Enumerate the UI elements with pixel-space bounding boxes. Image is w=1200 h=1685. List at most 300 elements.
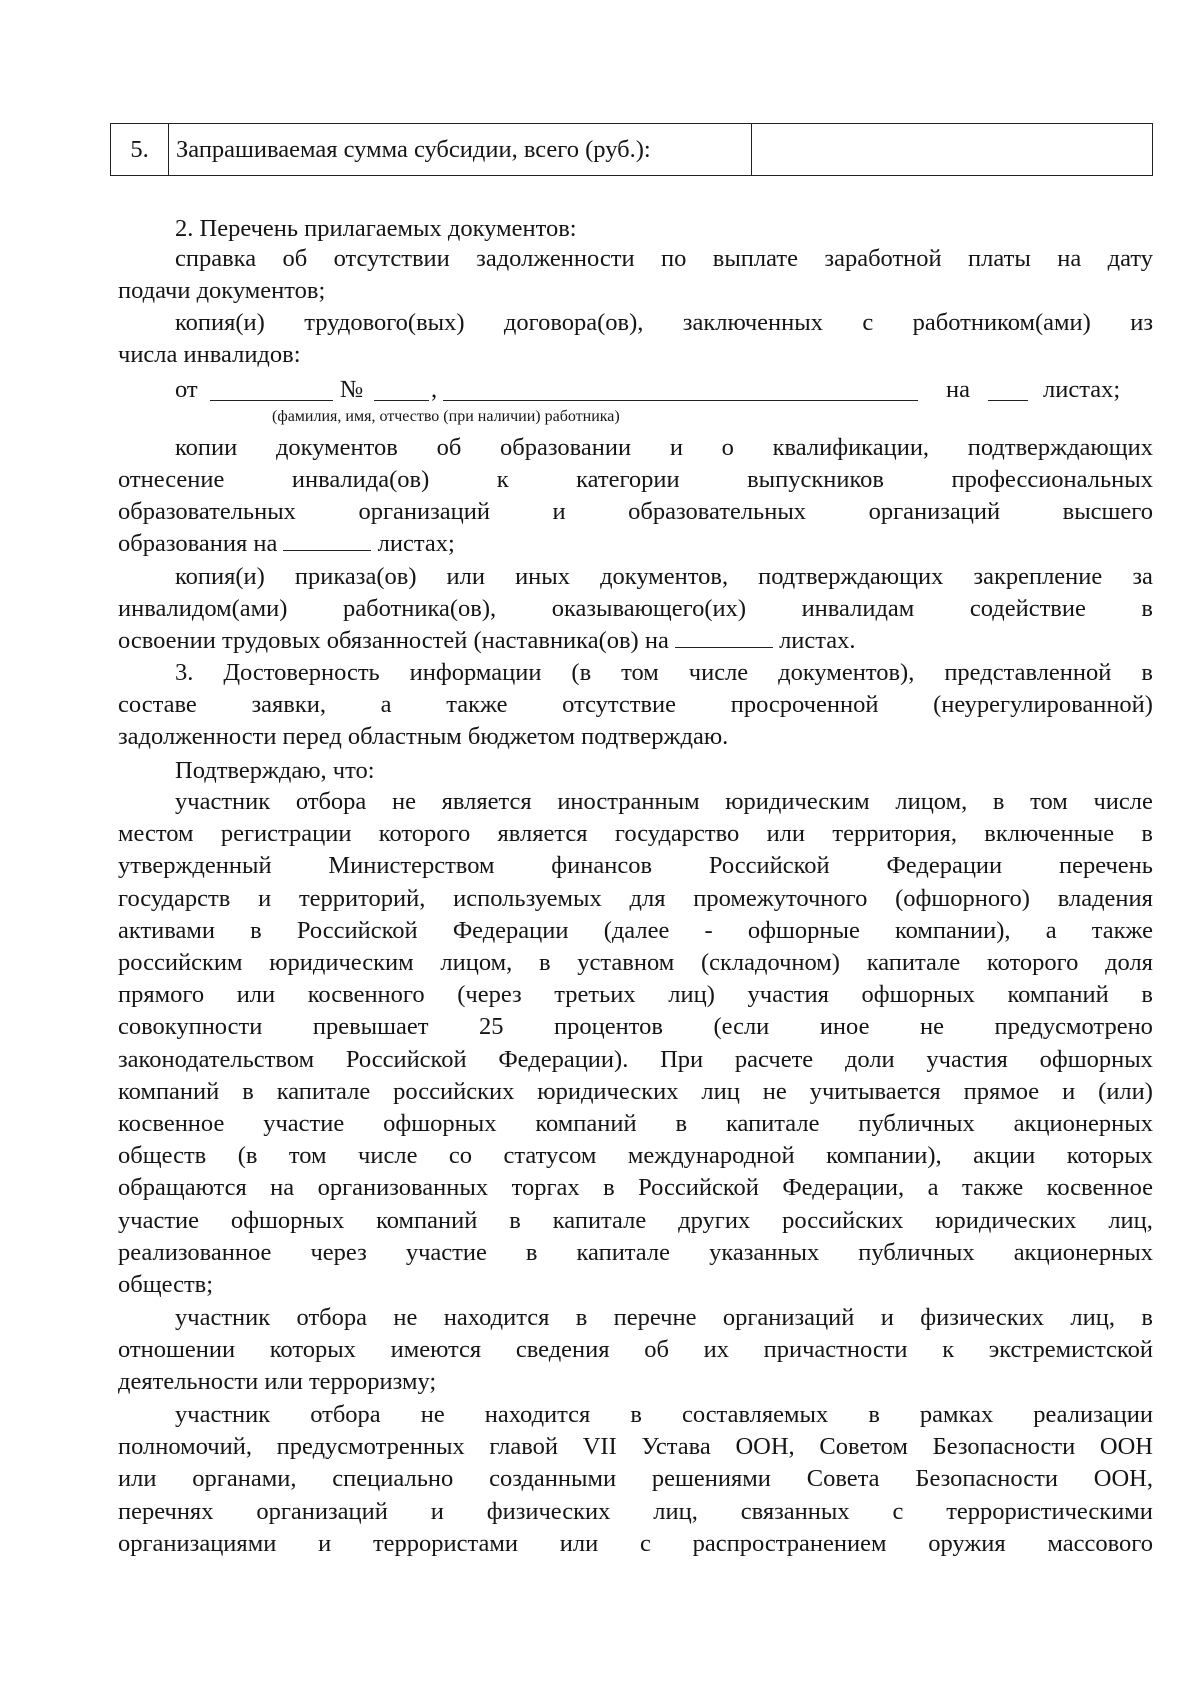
word: обращаются xyxy=(118,1174,247,1202)
word: Федерации xyxy=(886,852,1003,880)
word: владения xyxy=(1057,884,1153,912)
word: иных xyxy=(515,563,570,590)
word: массового xyxy=(1047,1529,1153,1557)
word: копия(и) xyxy=(175,309,265,336)
section-3-line-2 xyxy=(118,689,1153,721)
word: Безопасности xyxy=(932,1433,1076,1461)
word: в xyxy=(250,916,262,944)
word: или xyxy=(118,1465,157,1493)
word: российским xyxy=(118,949,243,976)
word: организаций xyxy=(868,498,1001,525)
word: перечне xyxy=(613,1304,697,1331)
offshore-paragraph-line xyxy=(118,979,1153,1011)
word: отбора xyxy=(310,1401,381,1428)
word: российских xyxy=(393,1077,515,1105)
word: реализации xyxy=(1033,1401,1153,1428)
word: территория, xyxy=(832,820,957,848)
word: отнесение xyxy=(118,466,225,493)
word: учитывается xyxy=(809,1077,941,1105)
contract-number-blank[interactable] xyxy=(374,400,429,401)
word: или xyxy=(446,563,485,590)
word: платы xyxy=(968,245,1031,272)
word: дату xyxy=(1107,245,1153,272)
offshore-paragraph-line xyxy=(118,883,1153,915)
word: процентов xyxy=(554,1013,663,1041)
word: квалификации, xyxy=(772,434,930,461)
word: содействие xyxy=(969,595,1086,622)
word: публичных xyxy=(858,1110,975,1137)
word: является xyxy=(441,788,532,815)
word: (если xyxy=(713,1013,770,1041)
word: представленной xyxy=(944,659,1112,686)
word: финансов xyxy=(551,852,653,880)
word: а xyxy=(1045,916,1057,944)
word: юридическим xyxy=(725,788,870,815)
word: юридических xyxy=(935,1206,1077,1234)
word: других xyxy=(678,1206,751,1234)
word: указанных xyxy=(709,1238,820,1266)
word: закрепление xyxy=(973,563,1103,590)
word: капитале xyxy=(276,1077,371,1105)
order-docs-line-1 xyxy=(175,561,1153,593)
word: участие xyxy=(405,1238,487,1266)
mentor-sheets-label: листах. xyxy=(772,627,856,654)
word: и xyxy=(1062,1077,1076,1105)
word: лиц xyxy=(701,1077,740,1105)
comma: , xyxy=(431,376,438,403)
un-sanctions-paragraph-line xyxy=(118,1496,1153,1528)
word: профессиональных xyxy=(951,466,1153,493)
word: лиц, xyxy=(653,1497,698,1525)
word: превышает xyxy=(312,1013,429,1041)
word: задолженности xyxy=(476,245,635,272)
education-sheets-blank[interactable] xyxy=(283,528,371,551)
word: созданными xyxy=(489,1465,617,1493)
word: которого xyxy=(986,949,1079,976)
extremism-paragraph-line xyxy=(175,1302,1153,1334)
word: отбора xyxy=(296,1304,368,1331)
word: об xyxy=(282,245,308,272)
word: приказа(ов) xyxy=(294,563,417,590)
salary-certificate-line-2: подачи документов; xyxy=(118,277,326,304)
word: находится xyxy=(443,1304,550,1331)
word: с xyxy=(862,309,874,336)
word: лиц, xyxy=(1070,1304,1115,1331)
word: является xyxy=(497,820,588,848)
word: инвалида(ов) xyxy=(291,466,430,493)
mentor-sheets-blank[interactable] xyxy=(675,625,773,648)
education-docs-line-4 xyxy=(118,528,1153,560)
word: торгах xyxy=(511,1174,580,1202)
word: компаний xyxy=(118,1077,220,1105)
word: к xyxy=(942,1336,955,1364)
word: и xyxy=(669,434,683,461)
word: выплате xyxy=(712,245,798,272)
word: к xyxy=(496,466,509,493)
word: копии xyxy=(175,434,238,461)
word: капитале xyxy=(576,1238,671,1266)
word: также xyxy=(1091,916,1153,944)
word: том xyxy=(1030,788,1068,815)
offshore-paragraph-line xyxy=(118,1140,1153,1172)
word: государство xyxy=(614,820,740,848)
word: с xyxy=(892,1497,904,1525)
word: организаций xyxy=(358,498,490,525)
word: составляемых xyxy=(681,1401,829,1428)
offshore-paragraph-end: обществ; xyxy=(118,1271,214,1298)
section-3-line-3: задолженности перед областным бюджетом подтверждаю. xyxy=(118,723,729,750)
word: Советом xyxy=(819,1433,908,1461)
word: а xyxy=(927,1174,939,1202)
word: акционерных xyxy=(1013,1238,1153,1266)
word: в xyxy=(630,1401,642,1428)
word: заработной xyxy=(824,245,942,272)
word: специально xyxy=(332,1465,454,1493)
word: отсутствие xyxy=(562,691,677,718)
word: участия xyxy=(747,981,829,1009)
word: рамках xyxy=(919,1401,994,1428)
word: документов xyxy=(275,434,398,461)
offshore-paragraph-line xyxy=(118,1172,1153,1204)
word: лиц, xyxy=(1108,1206,1153,1234)
word: капитале xyxy=(552,1206,647,1234)
offshore-paragraph-line xyxy=(118,915,1153,947)
word: том xyxy=(621,659,659,686)
word: распространением xyxy=(692,1529,887,1557)
word: утвержденный xyxy=(118,852,272,880)
word: юридическим xyxy=(269,949,414,976)
offshore-paragraph-line xyxy=(118,947,1153,979)
word: также xyxy=(446,691,508,718)
un-sanctions-paragraph-line xyxy=(118,1431,1153,1463)
word: об xyxy=(644,1336,669,1364)
word: территорий, xyxy=(298,884,426,912)
word: отбора xyxy=(295,788,367,815)
word: информации xyxy=(409,659,542,686)
employee-name-caption: (фамилия, имя, отчество (при наличии) работника) xyxy=(272,408,620,425)
word: из xyxy=(1130,309,1153,336)
word: органами, xyxy=(192,1465,297,1493)
word: документов, xyxy=(600,563,729,590)
word: законодательством xyxy=(118,1045,315,1073)
row-label: Запрашиваемая сумма субсидии, всего (руб.): xyxy=(169,124,752,175)
word: подтверждающих xyxy=(967,434,1153,461)
word: или xyxy=(559,1529,599,1557)
word: полномочий, xyxy=(118,1433,252,1461)
word: Федерации, xyxy=(782,1174,905,1202)
word: которых xyxy=(269,1336,356,1364)
word: VII xyxy=(582,1433,617,1461)
word: участие xyxy=(263,1110,345,1137)
word: в xyxy=(675,1110,688,1137)
offshore-paragraph-line xyxy=(175,786,1153,818)
word: в xyxy=(575,1304,588,1331)
from-label: от xyxy=(175,376,198,403)
word: перечень xyxy=(1058,852,1153,880)
word: через xyxy=(310,1238,367,1266)
word: просроченной xyxy=(730,691,879,718)
contracts-line-2: числа инвалидов: xyxy=(118,341,301,368)
word: международной xyxy=(627,1142,795,1170)
word: Совета xyxy=(806,1465,880,1493)
word: в xyxy=(603,1174,615,1202)
word: Устава xyxy=(641,1433,711,1461)
section-3-line-1 xyxy=(175,657,1153,689)
education-docs-line-3 xyxy=(118,496,1153,528)
word: (складочном) xyxy=(700,949,840,976)
word: не xyxy=(420,1401,445,1428)
word: оказывающего(их) xyxy=(551,595,747,622)
word: уставном xyxy=(577,949,675,976)
offshore-paragraph-line xyxy=(118,1237,1153,1269)
order-docs-text: освоении трудовых обязанностей (наставника(ов) на xyxy=(118,627,675,654)
word: организаций xyxy=(256,1497,388,1525)
word: и xyxy=(552,498,566,525)
word: Федерации). xyxy=(498,1045,629,1073)
word: договора(ов), xyxy=(503,309,644,336)
word: составе xyxy=(118,691,197,718)
word: образовании xyxy=(500,434,632,461)
word: террористическими xyxy=(946,1497,1153,1525)
word: в xyxy=(1141,1304,1153,1331)
word: не xyxy=(393,1304,418,1331)
subsidy-amount-value-cell[interactable] xyxy=(752,124,1152,175)
word: организациями xyxy=(118,1529,277,1557)
word: и xyxy=(880,1304,894,1331)
word: связанных xyxy=(740,1497,850,1525)
word: офшорных xyxy=(861,981,975,1009)
contract-sheets-blank[interactable] xyxy=(988,400,1028,401)
word: Федерации xyxy=(452,916,569,944)
education-sheets-label: листах; xyxy=(371,530,455,557)
word: Безопасности xyxy=(915,1465,1058,1493)
word: ООН xyxy=(1099,1433,1153,1461)
word: организованных xyxy=(317,1174,489,1202)
word: компаний xyxy=(535,1110,637,1137)
word: по xyxy=(661,245,687,272)
word: Российской xyxy=(708,852,830,880)
word: отсутствии xyxy=(333,245,450,272)
word: капитале xyxy=(725,1110,820,1137)
salary-certificate-line-1 xyxy=(175,243,1153,275)
word: не xyxy=(391,788,416,815)
word: за xyxy=(1132,563,1153,590)
word: трудового(вых) xyxy=(304,309,465,336)
word: образовательных xyxy=(118,498,296,525)
word: прямое xyxy=(963,1077,1040,1105)
word: При xyxy=(660,1045,704,1073)
word: и xyxy=(258,884,272,912)
on-label: на xyxy=(946,376,970,403)
word: реализованное xyxy=(118,1238,272,1266)
word: третьих xyxy=(554,981,636,1009)
word: предусмотрено xyxy=(994,1013,1153,1041)
word: (в xyxy=(571,659,592,686)
employee-name-blank[interactable] xyxy=(443,400,918,401)
word: капитале xyxy=(866,949,961,976)
word: в xyxy=(1141,820,1153,848)
word: местом xyxy=(118,820,194,848)
word: доля xyxy=(1105,949,1153,976)
contract-date-blank[interactable] xyxy=(210,400,333,401)
word: Российской xyxy=(296,916,418,944)
word: участник xyxy=(175,1304,271,1331)
word: не xyxy=(762,1077,787,1105)
word: косвенное xyxy=(118,1110,225,1137)
word: иное xyxy=(819,1013,870,1041)
word: инвалидам xyxy=(801,595,915,622)
word: прямого xyxy=(118,981,205,1009)
word: лицом, xyxy=(895,788,968,815)
word: доли xyxy=(844,1045,895,1073)
word: и xyxy=(430,1497,444,1525)
word: юридических xyxy=(537,1077,679,1105)
word: с xyxy=(640,1529,651,1557)
word: 25 xyxy=(478,1013,504,1041)
word: ООН, xyxy=(1093,1465,1153,1493)
order-docs-line-3 xyxy=(118,625,1153,657)
word: террористами xyxy=(372,1529,519,1557)
education-docs-text: образования на xyxy=(118,530,284,557)
word: образовательных xyxy=(628,498,807,525)
row-number: 5. xyxy=(111,124,169,175)
word: используемых xyxy=(453,884,602,912)
word: отношении xyxy=(118,1336,236,1364)
word: акции xyxy=(973,1142,1036,1170)
word: Российской xyxy=(638,1174,759,1202)
word: в xyxy=(1141,659,1153,686)
word: числе xyxy=(688,659,749,686)
un-sanctions-paragraph-line xyxy=(118,1528,1153,1560)
offshore-paragraph-line xyxy=(118,1044,1153,1076)
offshore-paragraph-line xyxy=(118,1205,1153,1237)
word: находится xyxy=(484,1401,591,1428)
word: сведения xyxy=(515,1336,610,1364)
word: участник xyxy=(175,788,271,815)
word: компании), xyxy=(826,1142,942,1170)
word: работника(ов), xyxy=(343,595,497,622)
word: выпускников xyxy=(747,466,884,493)
word: статусом xyxy=(503,1142,597,1170)
offshore-paragraph-line xyxy=(118,850,1153,882)
word: том xyxy=(288,1142,327,1170)
word: заключенных xyxy=(682,309,823,336)
word: офшорных xyxy=(383,1110,497,1137)
word: включенные xyxy=(984,820,1115,848)
subsidy-amount-table-row xyxy=(110,123,1153,176)
offshore-paragraph-line xyxy=(118,1076,1153,1108)
word: в xyxy=(868,1401,880,1428)
word: не xyxy=(919,1013,944,1041)
word: копия(и) xyxy=(175,563,265,590)
word: или xyxy=(236,981,276,1009)
word: офшорных xyxy=(1039,1045,1153,1073)
word: заявки, xyxy=(251,691,326,718)
contract-details-row xyxy=(175,374,1153,406)
word: публичных xyxy=(858,1238,975,1266)
word: перечнях xyxy=(118,1497,214,1525)
word: оружия xyxy=(928,1529,1006,1557)
word: об xyxy=(436,434,462,461)
word: иностранным xyxy=(557,788,700,815)
word: о xyxy=(721,434,734,461)
word: компаний xyxy=(1007,981,1109,1009)
word: работником(ами) xyxy=(912,309,1091,336)
word: причастности xyxy=(763,1336,908,1364)
word: на xyxy=(270,1174,295,1202)
word: главой xyxy=(489,1433,559,1461)
word: лиц) xyxy=(668,981,715,1009)
word: подтверждающих xyxy=(758,563,944,590)
word: 3. xyxy=(175,659,194,686)
word: предусмотренных xyxy=(276,1433,465,1461)
word: акционерных xyxy=(1013,1110,1153,1137)
number-sign: № xyxy=(340,376,364,403)
word: участник xyxy=(175,1401,271,1428)
word: числе xyxy=(1093,788,1153,815)
word: в xyxy=(538,949,551,976)
word: в xyxy=(525,1238,538,1266)
extremism-paragraph-line xyxy=(118,1334,1153,1366)
education-docs-line-1 xyxy=(175,432,1153,464)
word: и xyxy=(318,1529,332,1557)
word: в xyxy=(1141,981,1153,1009)
un-sanctions-paragraph-line xyxy=(118,1463,1153,1495)
word: косвенного xyxy=(307,981,425,1009)
word: (или) xyxy=(1098,1077,1153,1105)
word: в xyxy=(242,1077,254,1105)
word: высшего xyxy=(1062,498,1153,525)
word: экстремистской xyxy=(988,1336,1153,1364)
offshore-paragraph-line xyxy=(118,818,1153,850)
word: решениями xyxy=(651,1465,771,1493)
sheets-label: листах; xyxy=(1043,376,1121,403)
word: государств xyxy=(118,884,231,912)
word: регистрации xyxy=(220,820,352,848)
word: обществ xyxy=(118,1142,207,1170)
word: российских xyxy=(782,1206,904,1234)
education-docs-line-2 xyxy=(118,464,1153,496)
word: Достоверность xyxy=(223,659,380,686)
word: в xyxy=(1141,595,1153,622)
word: Российской xyxy=(345,1045,467,1073)
word: на xyxy=(1057,245,1082,272)
word: физических xyxy=(486,1497,611,1525)
word: компаний xyxy=(376,1206,478,1234)
word: для xyxy=(629,884,666,912)
word: инвалидом(ами) xyxy=(118,595,288,622)
word: (офшорного) xyxy=(895,884,1030,912)
word: ООН, xyxy=(735,1433,795,1461)
word: или xyxy=(766,820,806,848)
word: офшорных xyxy=(230,1206,345,1234)
word: категории xyxy=(576,466,680,493)
word: расчете xyxy=(734,1045,814,1073)
word: - xyxy=(704,916,713,944)
word: которых xyxy=(1066,1142,1153,1170)
word: а xyxy=(380,691,392,718)
confirm-heading: Подтверждаю, что: xyxy=(175,757,375,784)
word: косвенное xyxy=(1046,1174,1153,1202)
word: промежуточного xyxy=(693,884,868,912)
offshore-paragraph-line xyxy=(118,1011,1153,1043)
word: участия xyxy=(926,1045,1008,1073)
word: числе xyxy=(358,1142,418,1170)
word: в xyxy=(992,788,1005,815)
word: (неурегулированной) xyxy=(933,691,1153,718)
word: со xyxy=(448,1142,473,1170)
word: в xyxy=(509,1206,521,1234)
